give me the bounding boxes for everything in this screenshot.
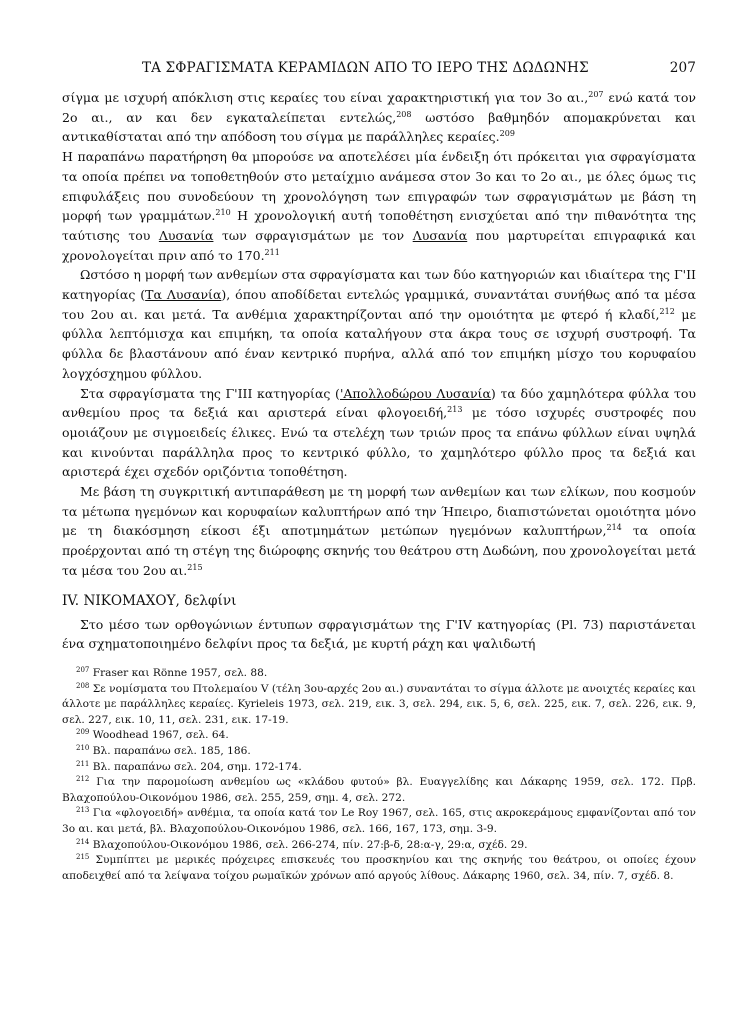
running-title: ΤΑ ΣΦΡΑΓΙΣΜΑΤΑ ΚΕΡΑΜΙΔΩΝ ΑΠΟ ΤΟ ΙΕΡΟ ΤΗΣ ΔΩΔΩΝΗΣ — [142, 60, 589, 76]
paragraph — [62, 482, 696, 581]
paragraph — [62, 147, 696, 265]
text-run: Η παραπάνω παρατήρηση θα μπορούσε να αποτελέσει μία ένδειξη ότι πρόκειται για σφραγίσματα τα οποία πρέπει να τοποθετηθούν στο μεταίχμιο ανάμεσα στον 3ο και το 2ο αι., με όλες όμως τις επιφυλάξεις που συνοδεύουν τη χρονολόγηση των επιγραφών των σφραγισμάτων με βάση τη μορφή των γραμμάτων. — [62, 149, 696, 224]
text-run: ωστόσο βαθμηδόν απομακρύνεται και αντικαθίσταται από την απόδοση του σίγμα με παράλληλες κεραίες. — [62, 109, 697, 145]
footnote-number: 207 — [76, 665, 90, 674]
paragraph — [62, 384, 696, 483]
page-number: 207 — [669, 60, 696, 76]
footnote — [62, 775, 696, 806]
text-run: Στο μέσο των ορθογώνιων έντυπων σφραγισμάτων της Γ'IV κατηγορίας (Pl. 73) παριστάνεται ένα σχηματοποιημένο δελφίνι προς τα δεξιά, με κυρτή ράχη και ψαλιδωτή — [62, 616, 696, 652]
section-heading: IV. ΝΙΚΟΜΑΧΟΥ, δελφίνι — [62, 592, 237, 609]
underlined-name: Τα Λυσανία — [145, 287, 222, 303]
text-run: τα οποία προέρχονται από τη στέγη της διώροφης σκηνής του θεάτρου στη Δωδώνη, που χρονολογείται μετά τα μέσα του 2ου αι. — [62, 523, 696, 578]
footnote-ref: 214 — [606, 523, 622, 533]
footnote-ref: 211 — [264, 247, 280, 257]
footnote-ref: 213 — [447, 405, 463, 415]
footnote — [62, 728, 696, 744]
underlined-name: Λυσανία — [412, 227, 468, 243]
footnote — [62, 666, 696, 682]
footnote — [62, 838, 696, 854]
text-run: που μαρτυρείται επιγραφικά και χρονολογείται πριν από το 170. — [62, 227, 697, 263]
footnote-ref: 209 — [499, 129, 515, 139]
footnote — [62, 853, 696, 884]
text-run: με φύλλα λεπτόμισχα και επιμήκη, τα οποία καταλήγουν στα άκρα τους σε ισχυρή συστροφή. Τα φύλλα δε βλαστάνουν από έναν κεντρικό πυρήνα, αλλά από τον επιμήκη μίσχο του κορυφαίου λογχόσχημου φύλλου. — [62, 306, 697, 381]
paragraph — [62, 88, 696, 147]
footnote-text: Βλαχοπούλου-Οικονόμου 1986, σελ. 266-274, πίν. 27:β-δ, 28:α-γ, 29:α, σχέδ. 29. — [92, 838, 528, 851]
footnotes — [62, 666, 696, 884]
footnote-text: Fraser και Rönne 1957, σελ. 88. — [92, 666, 268, 679]
footnote-number: 210 — [76, 743, 90, 752]
text-run: σίγμα με ισχυρή απόκλιση στις κεραίες του είναι χαρακτηριστική για τον 3ο αι., — [62, 90, 589, 105]
text-run: ), όπου αποδίδεται εντελώς γραμμικά, συναντάται συνήθως από τα μέσα του 2ου αι. και μετά. Τα ανθέμια χαρακτηρίζονται από την ομοιότητα με φτερό ή κλαδί, — [62, 287, 696, 322]
text-run: ενώ κατά τον 2ο αι., αν και δεν εγκαταλείπεται εντελώς, — [62, 90, 696, 125]
footnote-number: 213 — [76, 806, 90, 815]
footnote-text: Woodhead 1967, σελ. 64. — [92, 729, 229, 742]
page — [62, 60, 696, 884]
footnote — [62, 744, 696, 760]
main-text — [62, 88, 696, 654]
text-run: με τόσο ισχυρές συστροφές που ομοιάζουν με σιγμοειδείς έλικες. Ενώ τα στελέχη των τριών προς τα επάνω φύλλων είναι υψηλά και κινούνται παράλληλα προς το κεντρικό φύλλο, το χαμηλότερο φύλλο προς τα δεξιά και αριστερά έχει σχεδόν οριζόντια τοποθέτηση. — [62, 405, 696, 480]
text-run: Η χρονολογική αυτή τοποθέτηση ενισχύεται από την πιθανότητα της ταύτισης του — [62, 208, 696, 243]
footnote-number: 209 — [76, 728, 90, 737]
footnote-number: 215 — [76, 853, 90, 862]
footnote — [62, 806, 696, 837]
footnote-number: 212 — [76, 775, 90, 784]
footnote — [62, 760, 696, 776]
footnote-text: Για την παρομοίωση ανθεμίου ως «κλάδου φυτού» βλ. Ευαγγελίδης και Δάκαρης 1959, σελ. 172. Πρβ. Βλαχοπούλου-Οικονόμου 1986, σελ. 255, 259, σημ. 4, σελ. 272. — [62, 776, 697, 804]
running-header — [62, 60, 696, 82]
footnote-ref: 207 — [588, 90, 604, 99]
footnote-number: 214 — [76, 837, 90, 846]
footnote-ref: 208 — [396, 109, 412, 119]
text-run: Με βάση τη συγκριτική αντιπαράθεση με τη μορφή των ανθεμίων και των ελίκων, που κοσμούν τα μέτωπα ηγεμόνων και κορυφαίων καλυπτήρων από την Ήπειρο, διαπιστώνεται ομοιότητα μόνο με τη διακόσμηση είκοσι έξι αποτμημάτων μετώπων ηγεμόνων καλυπτήρων, — [62, 484, 696, 539]
footnote-text: Βλ. παραπάνω σελ. 185, 186. — [92, 744, 251, 757]
footnote-text: Για «φλογοειδή» ανθέμια, τα οποία κατά τον Le Roy 1967, σελ. 165, στις ακροκεράμους εμφανίζονται από τον 3ο αι. και μετά, βλ. Βλαχοπούλου-Οικονόμου 1986, σελ. 166, 167, 173, σημ. 3-9. — [62, 807, 696, 835]
footnote — [62, 682, 696, 729]
text-run: ) τα δύο χαμηλότερα φύλλα του ανθεμίου προς τα δεξιά και αριστερά είναι φλογοειδή, — [62, 385, 697, 421]
footnote-number: 211 — [76, 759, 90, 768]
footnote-text: Βλ. παραπάνω σελ. 204, σημ. 172-174. — [92, 760, 302, 773]
footnote-number: 208 — [76, 681, 90, 690]
paragraph — [62, 265, 696, 383]
footnote-ref: 212 — [659, 306, 675, 316]
footnote-ref: 215 — [187, 562, 203, 572]
paragraph — [62, 615, 696, 654]
text-run: Ωστόσο η μορφή των ανθεμίων στα σφραγίσματα και των δύο κατηγοριών και ιδιαίτερα της Γ'ΙΙ κατηγορίας ( — [62, 267, 696, 303]
footnote-ref: 210 — [215, 208, 231, 218]
text-run: Στα σφραγίσματα της Γ'ΙΙΙ κατηγορίας ( — [80, 385, 340, 401]
underlined-name: 'Απολλοδώρου Λυσανία — [339, 385, 491, 401]
text-run: των σφραγισμάτων με τον — [213, 227, 413, 243]
footnote-text: Συμπίπτει με μερικές πρόχειρες επισκευές του προσκηνίου και της σκηνής του θεάτρου, οι οποίες έχουν αποδειχθεί από τα λείψανα τοίχου ρωμαϊκών χρόνων από αργούς λίθους. Δάκαρης 1960, σελ. 34, πίν. 7, σχέδ. 8. — [62, 854, 697, 882]
footnote-text: Σε νομίσματα του Πτολεμαίου V (τέλη 3ου-αρχές 2ου αι.) συναντάται το σίγμα άλλοτε με ανοιχτές κεραίες και άλλοτε με παράλληλες κεραίες. Kyrieleis 1973, σελ. 219, εικ. 3, σελ. 294, εικ. 5, 6, σελ. 225, εικ. 7, σελ. 226, εικ. 9, σελ. 227, εικ. 10, 11, σελ. 231, εικ. 17-19. — [62, 682, 696, 726]
underlined-name: Λυσανία — [158, 227, 214, 243]
